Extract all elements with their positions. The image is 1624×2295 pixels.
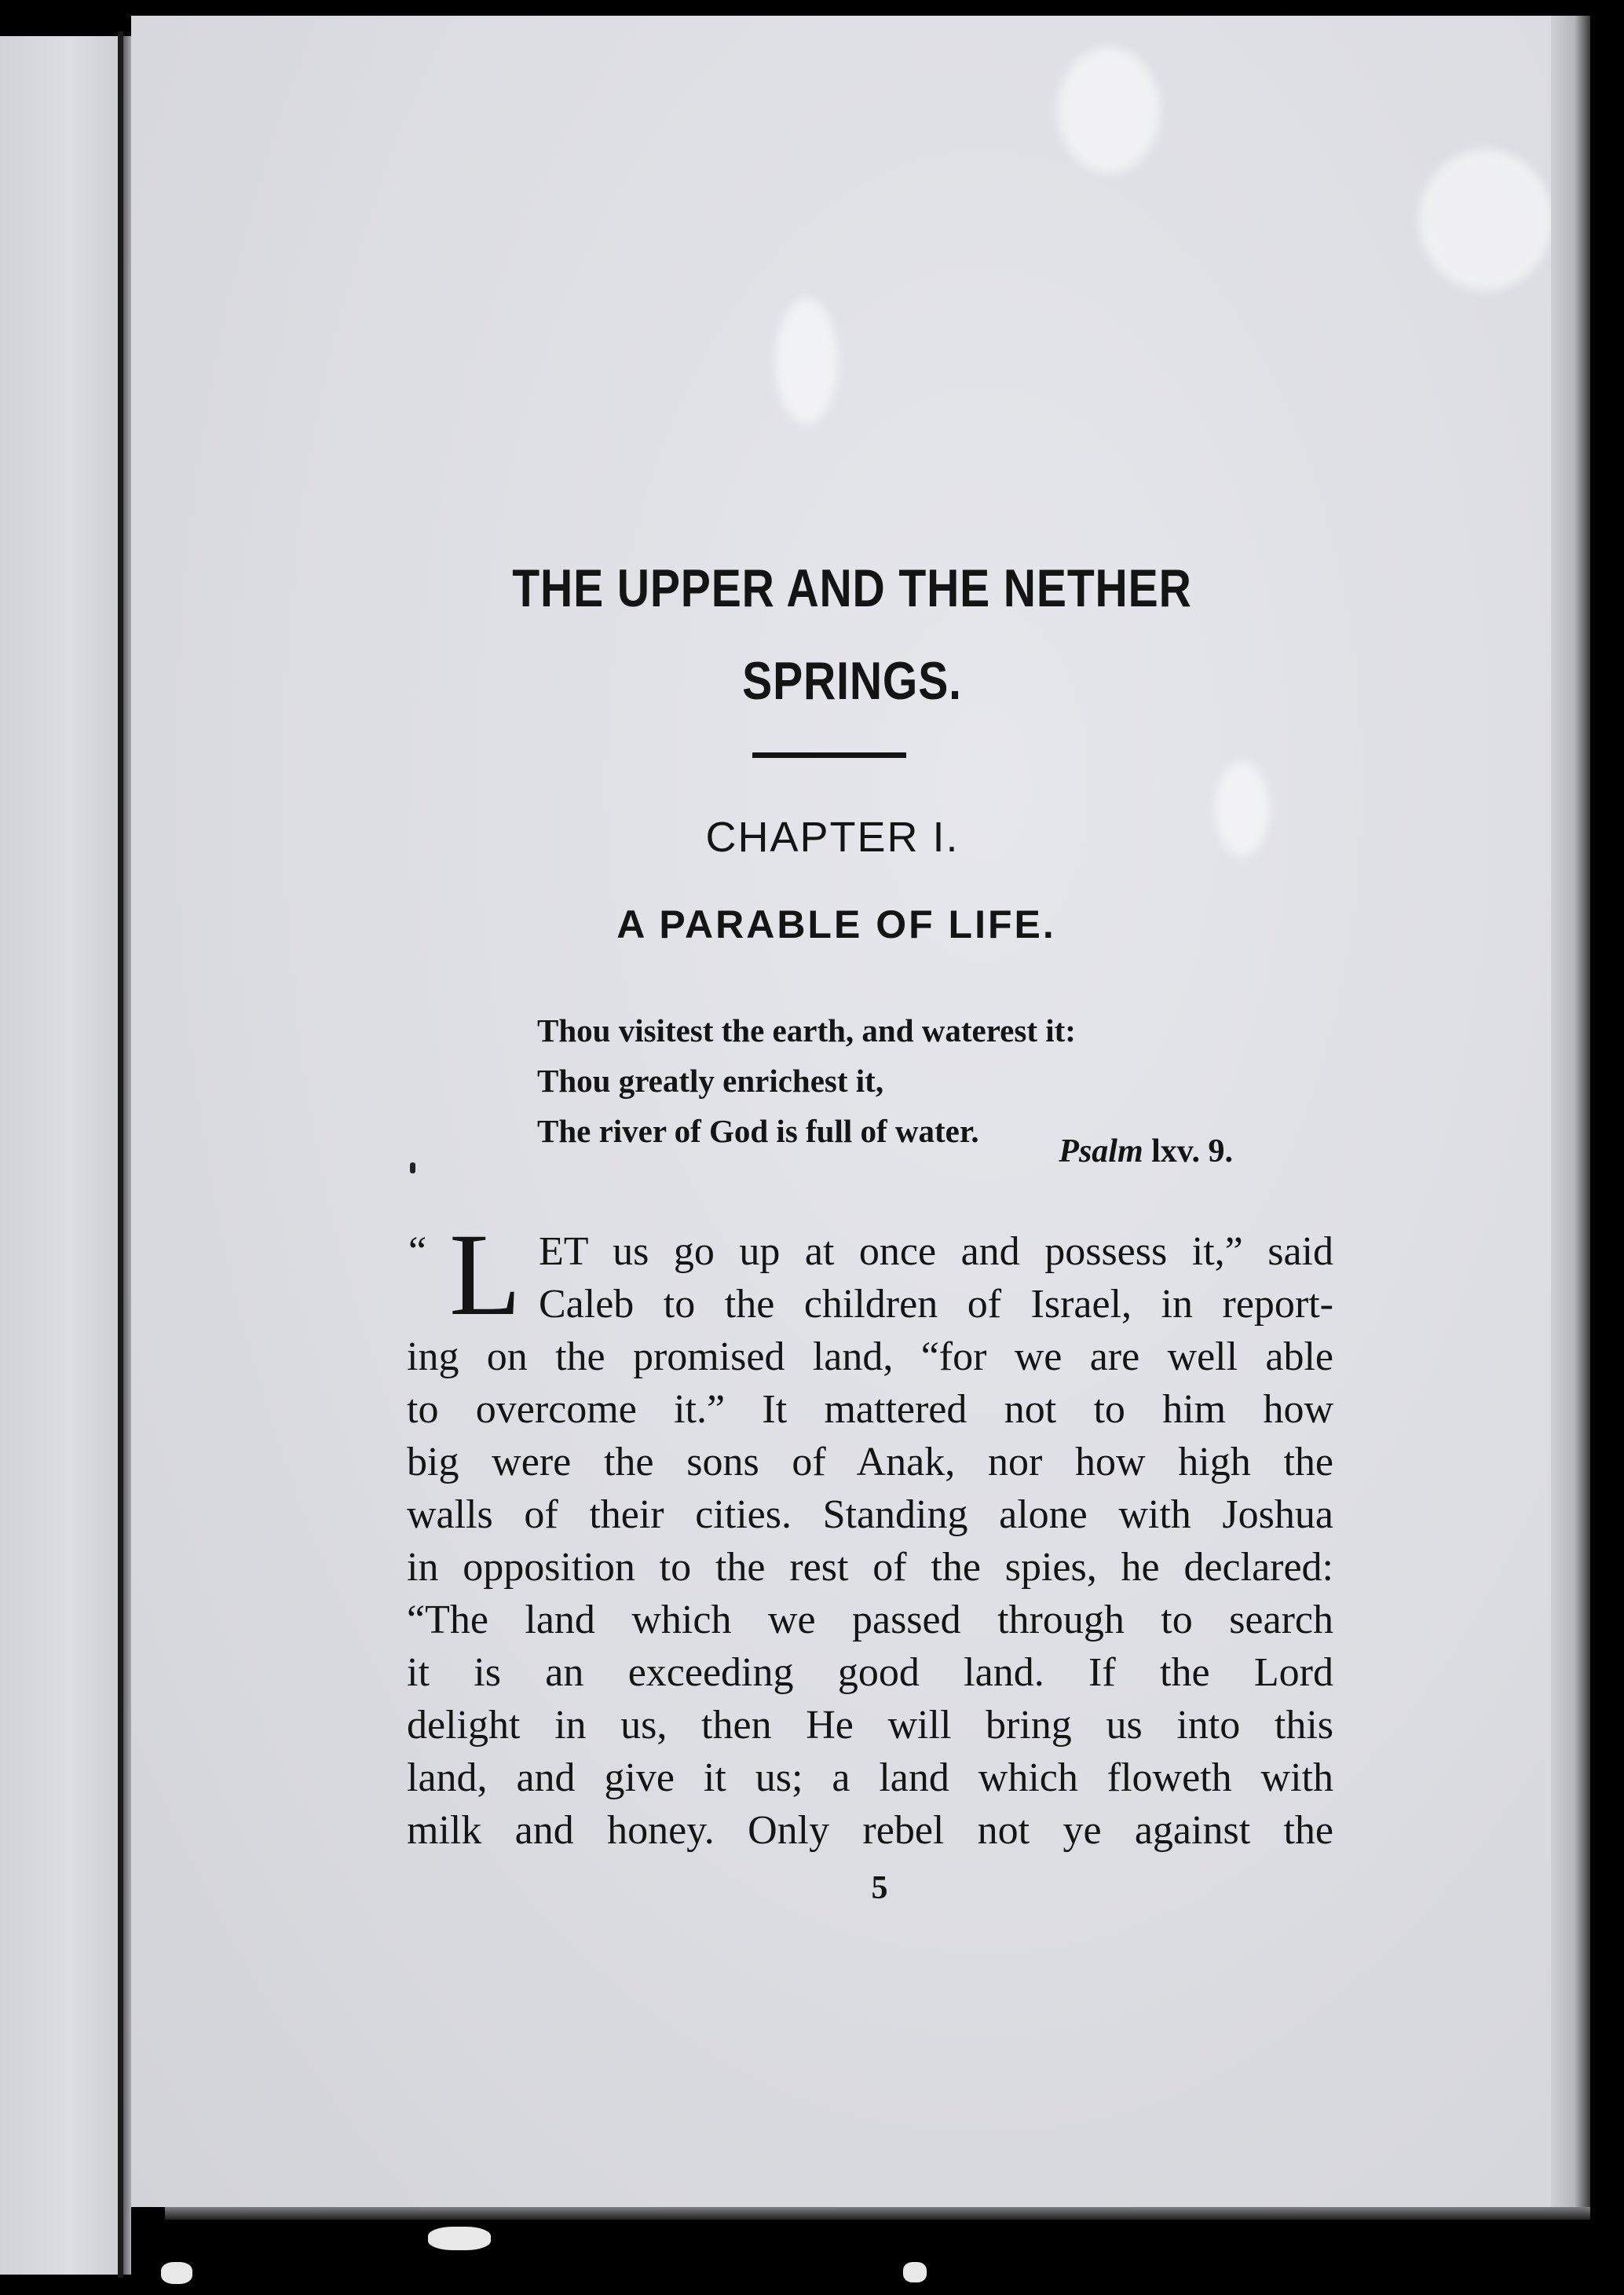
body-text	[407, 1225, 1333, 1857]
body-line: land, and give it us; a land which floweth with	[407, 1755, 1333, 1800]
body-line: ing on the promised land, “for we are well able	[407, 1334, 1333, 1379]
body-line: in opposition to the rest of the spies, he declared:	[407, 1545, 1333, 1590]
chapter-number: CHAPTER I.	[705, 814, 960, 861]
opening-quote: “	[408, 1229, 427, 1274]
body-line: it is an exceeding good land. If the Lord	[407, 1650, 1333, 1695]
body-line: walls of their cities. Standing alone with Joshua	[407, 1492, 1333, 1537]
drop-cap: L	[449, 1210, 521, 1340]
body-line: to overcome it.” It mattered not to him how	[407, 1387, 1333, 1432]
gutter-line	[118, 31, 123, 2278]
paper-spot	[1215, 762, 1270, 856]
ink-mark	[410, 1162, 415, 1173]
book-title-line-2: SPRINGS.	[742, 651, 962, 711]
body-line: Caleb to the children of Israel, in report-	[539, 1282, 1333, 1327]
paper-spot	[1058, 47, 1160, 173]
epigraph-source	[864, 1133, 1233, 1170]
epigraph-source-ref: lxv. 9.	[1151, 1133, 1233, 1169]
title-divider-rule	[752, 752, 906, 758]
body-line: milk and honey. Only rebel not ye against the	[407, 1808, 1333, 1853]
right-page-edge	[1551, 16, 1590, 2207]
book-title-line-1: THE UPPER AND THE NETHER	[512, 558, 1192, 618]
body-line: “The land which we passed through to search	[407, 1598, 1333, 1642]
body-line: ET us go up at once and possess it,” said	[539, 1229, 1333, 1274]
body-line: delight in us, then He will bring us into this	[407, 1703, 1333, 1748]
page-number: 5	[871, 1870, 888, 1906]
gutter-shadow	[123, 36, 131, 2275]
body-line: big were the sons of Anak, nor how high the	[407, 1440, 1333, 1484]
epigraph-line: The river of God is full of water.	[537, 1113, 979, 1149]
epigraph-line: Thou greatly enrichest it,	[537, 1063, 884, 1099]
chapter-title: A PARABLE OF LIFE.	[616, 902, 1056, 946]
paper-spot	[775, 298, 838, 424]
edge-speck	[428, 2227, 491, 2250]
edge-speck	[903, 2262, 927, 2282]
edge-speck	[161, 2262, 192, 2284]
paper-spot	[1419, 149, 1553, 291]
bottom-page-edge	[165, 2207, 1590, 2220]
epigraph-line: Thou visitest the earth, and waterest it:	[537, 1012, 1076, 1049]
book-title	[413, 542, 1290, 727]
epigraph-source-book: Psalm	[1059, 1133, 1143, 1169]
left-page-edge	[0, 36, 118, 2275]
